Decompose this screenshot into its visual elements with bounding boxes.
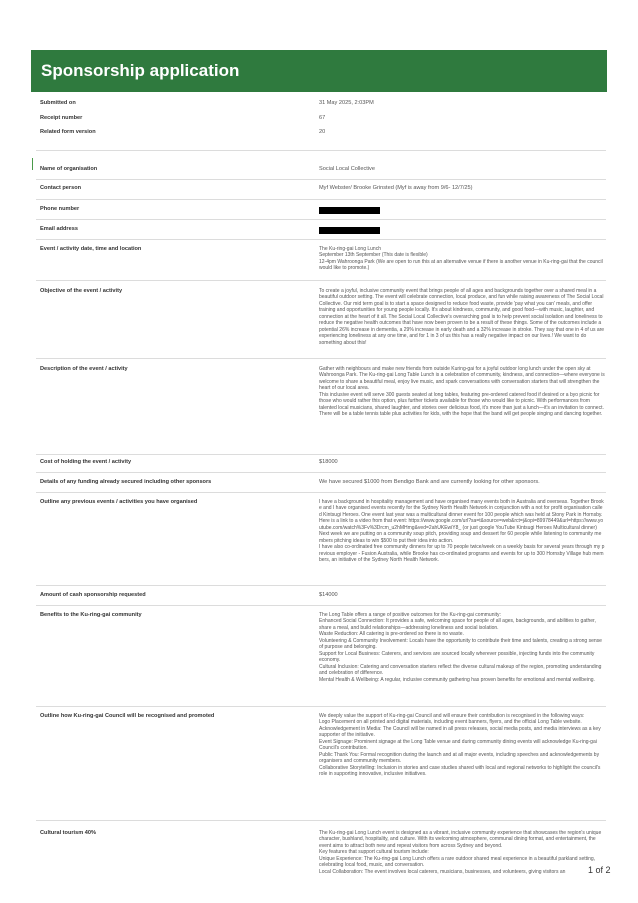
meta-row-form-version — [36, 126, 606, 140]
field-label: Description of the event / activity — [40, 366, 128, 372]
field-value: 20 — [319, 129, 326, 135]
row-cost — [36, 456, 606, 473]
field-label: Outline any previous events / activities you have organised — [40, 499, 198, 505]
field-label: Phone number — [40, 206, 80, 212]
field-label: Benefits to the Ku-ring-gai community — [40, 612, 142, 618]
field-value: $18000 — [319, 459, 338, 465]
field-label: Name of organisation — [40, 166, 98, 172]
field-label: Cultural tourism 40% — [40, 830, 96, 836]
field-label: Submitted on — [40, 100, 76, 106]
field-label: Outline how Ku-ring-gai Council will be recognised and promoted — [40, 713, 215, 719]
field-label: Cost of holding the event / activity — [40, 459, 132, 465]
redacted-block — [319, 207, 380, 214]
form-header — [31, 50, 607, 92]
field-value: The Long Table offers a range of positive outcomes for the Ku-ring-gai community: Enhanced Social Connection: It provides a safe, welcoming space for people of all ages, backgrounds, and abilities to gather, share a meal, and build relationships—addressing loneliness and social isolation. Waste Reduction: All catering is pre-ordered so there is no waste. Volunteering & Community Involvement: Locals have the opportunity to contribute their time and talents, creating a strong sense of purpose and belonging. Support for Local Business: Caterers, and services are sourced locally wherever possible, injecting funds into the community economy. Cultural Inclusion: Catering and conversation starters reflect the diverse cultural makeup of the region, promoting understanding and celebration of difference. Mental Health & Wellbeing: A regular, inclusive community gathering has proven benefits for emotional and mental wellbeing. — [319, 612, 602, 683]
row-email — [36, 223, 606, 240]
field-label: Event / activity date, time and location — [40, 246, 142, 252]
field-value: The Ku-ring-gai Long Lunch September 13th September (This date is flexible) 12-4pm Wahroonga Park (We are open to run this at an alternative venue if there is another venue in Ku-ring-gai that the council would like to promote.) — [319, 246, 603, 272]
meta-row-submitted — [36, 97, 606, 111]
row-description — [36, 363, 606, 455]
row-other-funding — [36, 476, 606, 493]
row-event-details — [36, 243, 606, 281]
row-benefits — [36, 609, 606, 707]
row-cash-requested — [36, 589, 606, 606]
field-value: Myf Webster/ Brooke Grinsted (Myf is away from 9/6- 12/7/25) — [319, 185, 473, 191]
row-objective — [36, 285, 606, 359]
field-label: Receipt number — [40, 115, 83, 121]
meta-row-receipt — [36, 112, 606, 126]
field-value: We have secured $1000 from Bendigo Bank and are currently looking for other sponsors. — [319, 479, 540, 485]
field-value — [319, 206, 605, 214]
field-value: I have a background in hospitality management and have organised many events both in Australia and overseas. Together Brooke and I have organised events recently for the Sydney North Health Network in conjunction with a not for profit organisation called Kintsugi Heroes. One event last year was a multicultural dinner event for 100 people which was held at Stony Park in Hornsby. Here is a link to a video from that event: https://www.google.com/url?sa=t&source=web&rct=j&opi=89978449&url=https://www.youtube.com/watch%3Fv%3Drcm_u2hMHmg&ved=2ahUKEwiY8_ (or just google YouTube Kintsugi Heroes Multicultural dinner) Next week we are putting on a community soup pitch, providing soup and dessert for 60 people while listening to community members pitching ideas to win $500 to put their idea into action. I have also co-ordinated free community dinners for up to 70 people twice/week on a weekly basis for several years through my previous employer - Fusion Australia, while Brooke has co-ordinated programs and events for up to 300 Hornsby Village hub members, an initiative of the Sydney North Health Network. — [319, 499, 605, 564]
edit-marker — [32, 158, 33, 170]
field-value: Gather with neighbours and make new friends from outside Kuring-gai for a joyful outdoor long lunch under the open sky at Wahroonga Park. The Ku-ring-gai Long Table Lunch is a celebration of community, kindness, and connection—where everyone is welcome to share a beautiful meal, enjoy live music, and spark conversations with conversation starters that will strengthen the heart of our local area. This inclusive event will serve 300 guests seated at long tables, featuring pre-ordered catered food if desired or a byo picnic for those who would rather this option, plus further tickets available for those who would like to picnic. With performances from talented local musicians, shared laughter, and stories over delicious food, it's more than just a lunch—it's an invitation to connect. There will be a table tennis table plus activities for kids, with the hope that the band will get people singing and dancing together. — [319, 366, 605, 418]
field-value: $14000 — [319, 592, 338, 598]
form-title: Sponsorship application — [41, 61, 240, 80]
row-recognition — [36, 710, 606, 821]
field-value: To create a joyful, inclusive community event that brings people of all ages and backgrounds together over a shared meal in a beautiful outdoor setting. The event will celebrate connection, local produce, and fun while raising awareness of The Social Local Collective. Our mid term goal is to start a space designed to reduce food waste, provide 'pay what you can' meals, and offer training and opportunities for young people locally. It's about kindness, community, and good food—with music, laughter, and connection at the heart of it all. The Social Local Collective's overarching goal is to help prevent social isolation and loneliness to reduce the negative health outcomes that have now been proven to be a result of these things. Some of the outcomes include a potential 26% increase in dementia, a 29% increase in early death and a 32% increase in stroke. They say that one in 4 of us are experiencing loneliness at any one time, and for 1 in 3 of us this has a really negative impact on our lives.! We want to do something about this! — [319, 288, 605, 346]
field-label: Amount of cash sponsorship requested — [40, 592, 146, 598]
field-value: We deeply value the support of Ku-ring-gai Council and will ensure their contribution is recognised in the following ways: Logo Placement on all printed and digital materials, including event banners, flyers, and the official Long Table website. Acknowledgement in Media: The Council will be named in all press releases, social media posts, and media interviews as a key supporter of the initiative. Event Signage: Prominent signage at the Long Table venue and during community dining events will acknowledge Ku-ring-gai Council's contribution. Public Thank You: Formal recognition during the launch and at all major events, including speeches and acknowledgements by organisers and community members. Collaborative Storytelling: Inclusion in stories and case studies shared with local and regional networks to highlight the council's role in supporting innovative, inclusive initiatives. — [319, 713, 601, 778]
field-label: Contact person — [40, 185, 82, 191]
section-divider — [36, 140, 606, 151]
field-label: Email address — [40, 226, 78, 232]
field-value: 31 May 2025, 2:03PM — [319, 100, 374, 106]
field-label: Details of any funding already secured including other sponsors — [40, 479, 212, 485]
field-label: Objective of the event / activity — [40, 288, 123, 294]
field-value: Social Local Collective — [319, 166, 375, 172]
field-value — [319, 226, 605, 234]
field-value: 67 — [319, 115, 326, 121]
field-value: The Ku-ring-gai Long Lunch event is designed as a vibrant, inclusive community experience that showcases the region's unique character, bushland, hospitality, and culture. With its welcoming atmosphere, communal dining format, and entertainment, the event aims to attract both new and repeat visitors from across Sydney and beyond. Key features that support cultural tourism include: Unique Experience: The Ku-ring-gai Long Lunch offers a rare outdoor shared meal experience in a beautiful parkland setting, celebrating local food, music, and conversation. Local Collaboration: The event involves local caterers, musicians, businesses, and volunteers, giving visitors an — [319, 830, 602, 875]
row-previous-events — [36, 496, 606, 586]
field-label: Related form version — [40, 129, 96, 135]
page-number: 1 of 2 — [588, 865, 611, 875]
row-organisation — [36, 163, 606, 180]
row-contact — [36, 182, 606, 200]
row-phone — [36, 203, 606, 220]
redacted-block — [319, 227, 380, 234]
